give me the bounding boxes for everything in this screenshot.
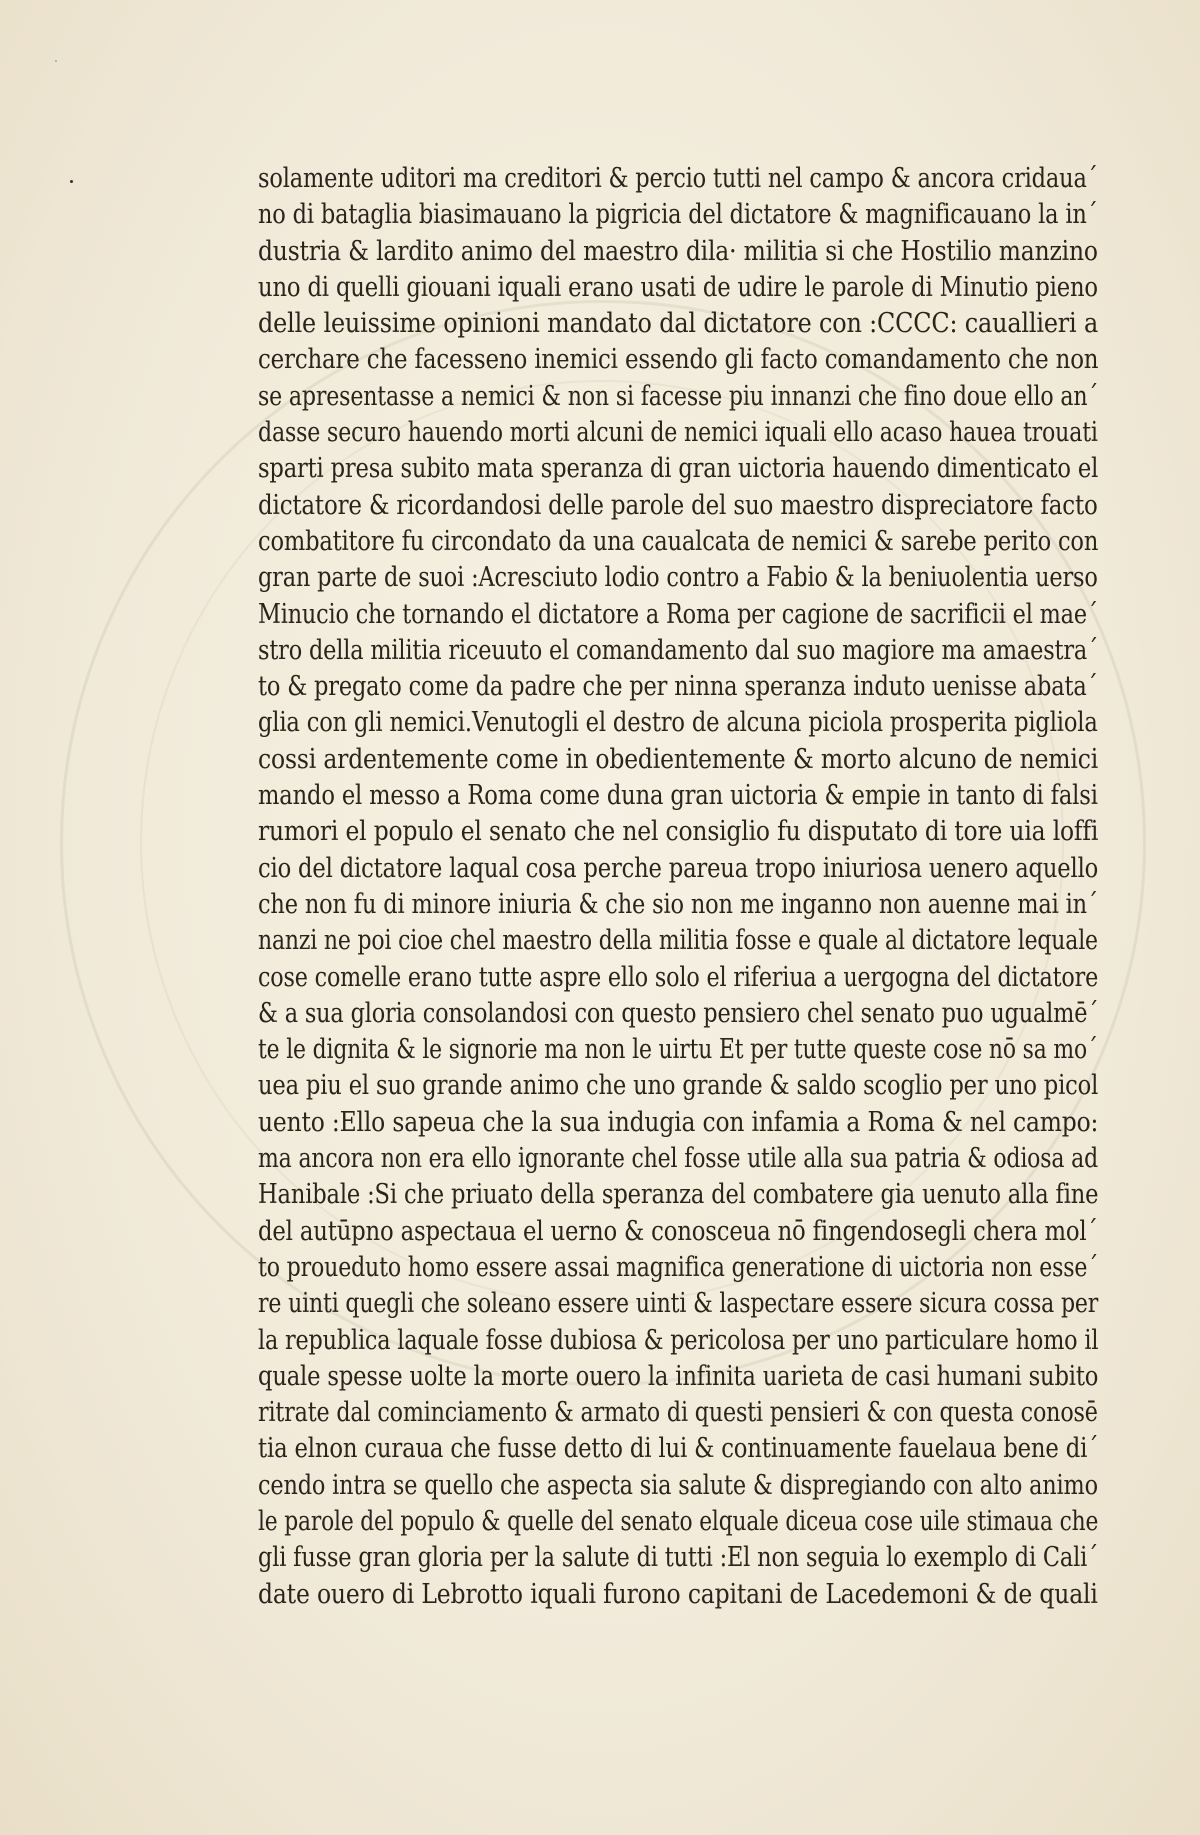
text-line: dustria & lardito animo del maestro dila· militia si che Hostilio manzino <box>258 234 1098 267</box>
text-line: del autūpno aspectaua el uerno & conosceua nō fingendosegli chera mol´ <box>258 1214 1098 1247</box>
text-line: to & pregato come da padre che per ninna speranza induto uenisse abata´ <box>258 670 1098 703</box>
text-line: te le dignita & le signorie ma non le uirtu Et per tutte queste cose nō sa mo´ <box>258 1033 1098 1066</box>
text-line: to proueduto homo essere assai magnifica generatione di uictoria non esse´ <box>258 1250 1099 1283</box>
text-line: no di bataglia biasimauano la pigricia del dictatore & magnificauano la in´ <box>258 198 1098 231</box>
text-line: quale spesse uolte la morte ouero la infinita uarieta de casi humani subito <box>258 1359 1099 1392</box>
text-line: uento :Ello sapeua che la sua indugia con infamia a Roma & nel campo: <box>258 1105 1099 1138</box>
text-line: Minucio che tornando el dictatore a Roma per cagione de sacrificii el mae´ <box>258 597 1098 630</box>
text-line: le parole del populo & quelle del senato elquale diceua cose uile stimaua che <box>258 1504 1099 1537</box>
text-line: tia elnon curaua che fusse detto di lui & continuamente fauelaua bene di´ <box>258 1432 1099 1465</box>
text-line: sparti presa subito mata speranza di gran uictoria hauendo dimenticato el <box>258 452 1099 485</box>
text-line: rumori el populo el senato che nel consiglio fu disputato di tore uia loffi <box>258 815 1099 848</box>
text-line: cose comelle erano tutte aspre ello solo el riferiua a uergogna del dictatore <box>258 960 1099 993</box>
text-line: delle leuissime opinioni mandato dal dictatore con :CCCC: cauallieri a <box>258 307 1099 340</box>
text-column <box>258 160 1098 1612</box>
text-line: cerchare che facesseno inemici essendo gli facto comandamento che non <box>258 343 1099 376</box>
text-line: nanzi ne poi cioe chel maestro della militia fosse e quale al dictatore lequale <box>258 924 1098 957</box>
text-line: & a sua gloria consolandosi con questo pensiero chel senato puo ugualmē´ <box>258 996 1099 1029</box>
text-line: cossi ardentemente come in obedientemente & morto alcuno de nemici <box>258 742 1099 775</box>
text-line: dictatore & ricordandosi delle parole del suo maestro dispreciatore facto <box>258 488 1098 521</box>
text-line: uea piu el suo grande animo che uno grande & saldo scoglio per uno picol <box>258 1069 1099 1102</box>
text-line: combatitore fu circondato da una caualcata de nemici & sarebe perito con <box>258 524 1099 557</box>
text-line: date ouero di Lebrotto iquali furono capitani de Lacedemoni & de quali <box>258 1577 1098 1610</box>
text-line: se apresentasse a nemici & non si facesse piu innanzi che fino doue ello an´ <box>258 379 1099 412</box>
text-line: re uinti quegli che soleano essere uinti & laspectare essere sicura cossa per <box>258 1287 1099 1320</box>
text-line: ma ancora non era ello ignorante chel fosse utile alla sua patria & odiosa ad <box>258 1142 1098 1175</box>
text-line: cio del dictatore laqual cosa perche pareua tropo iniuriosa uenero aquello <box>258 851 1099 884</box>
paper-speck <box>55 60 57 62</box>
text-line: gran parte de suoi :Acresciuto lodio contro a Fabio & la beniuolentia uerso <box>258 561 1098 594</box>
text-line: glia con gli nemici.Venutogli el destro de alcuna piciola prosperita pigliola <box>258 706 1098 739</box>
text-line: la republica laquale fosse dubiosa & pericolosa per uno particulare homo il <box>258 1323 1099 1356</box>
text-line: uno di quelli giouani iquali erano usati de udire le parole di Minutio pieno <box>258 270 1098 303</box>
text-line: gli fusse gran gloria per la salute di tutti :El non seguia lo exemplo di Cali´ <box>258 1541 1099 1574</box>
paper-speck <box>70 180 73 183</box>
text-line: dasse securo hauendo morti alcuni de nemici iquali ello acaso hauea trouati <box>258 416 1098 449</box>
text-line: stro della militia riceuuto el comandamento dal suo magiore ma amaestra´ <box>258 633 1099 666</box>
text-line: ritrate dal cominciamento & armato di questi pensieri & con questa conosē <box>258 1396 1098 1429</box>
text-line: cendo intra se quello che aspecta sia salute & dispregiando con alto animo <box>258 1468 1098 1501</box>
text-line: Hanibale :Si che priuato della speranza del combatere gia uenuto alla fine <box>258 1178 1099 1211</box>
text-line: solamente uditori ma creditori & percio tutti nel campo & ancora cridaua´ <box>258 162 1098 194</box>
text-line: mando el messo a Roma come duna gran uictoria & empie in tanto di falsi <box>258 779 1098 812</box>
text-line: che non fu di minore iniuria & che sio non me inganno non auenne mai in´ <box>258 887 1098 920</box>
